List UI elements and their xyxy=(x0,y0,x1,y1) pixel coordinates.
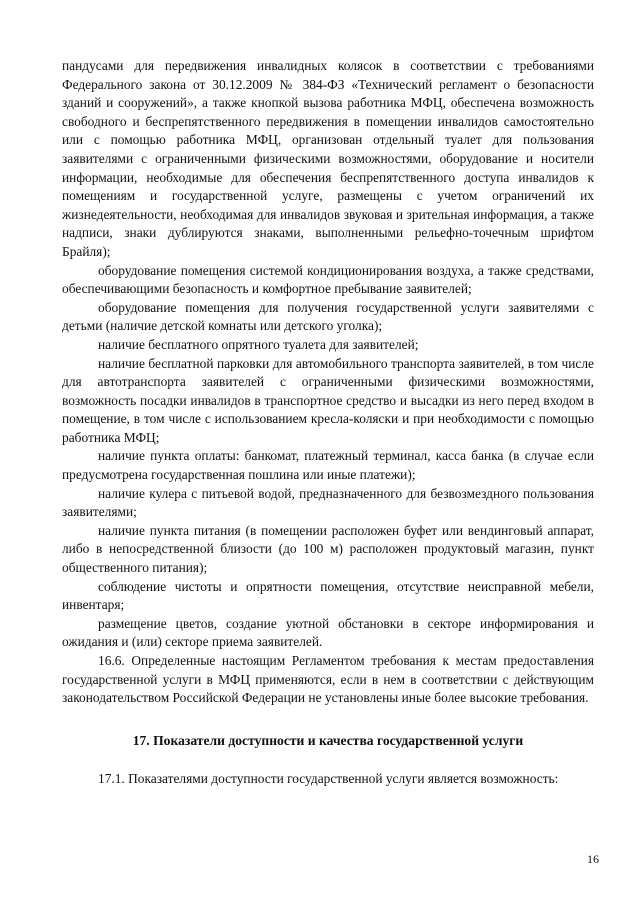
paragraph: наличие бесплатной парковки для автомобильного транспорта заявителей, в том числе для автотранспорта заявителей с ограниченными физическими возможностями, возможность посадки инвалидов в транспортное средство и высадки из него перед входом в помещение, в том числе с использованием кресла-коляски и при необходимости с помощью работника МФЦ; xyxy=(62,355,594,445)
section-heading: 17. Показатели доступности и качества государственной услуги xyxy=(132,732,524,748)
page-number: 16 xyxy=(587,852,599,866)
paragraph: соблюдение чистоты и опрятности помещения, отсутствие неисправной мебели, инвентаря; xyxy=(62,578,594,613)
paragraph: оборудование помещения для получения государственной услуги заявителями с детьми (наличие детской комнаты или детского уголка); xyxy=(62,299,594,334)
paragraphs-before-heading xyxy=(62,57,594,708)
paragraph: 16.6. Определенные настоящим Регламентом требования к местам предоставления государственной услуги в МФЦ применяются, если в нем в соответствии с действующим законодательством Российской Федерации не установлены иные более высокие требования. xyxy=(62,653,594,706)
paragraph: наличие кулера с питьевой водой, предназначенного для безвозмездного пользования заявителями; xyxy=(62,485,594,520)
paragraph: наличие бесплатного опрятного туалета для заявителей; xyxy=(98,336,419,352)
paragraph: оборудование помещения системой кондиционирования воздуха, а также средствами, обеспечивающими безопасность и комфортное пребывание заявителей; xyxy=(62,262,594,297)
paragraphs-after-heading xyxy=(62,770,594,789)
paragraph: наличие пункта питания (в помещении расположен буфет или вендинговый аппарат, либо в непосредственной близости (до 100 м) расположен продуктовый магазин, пункт общественного питания); xyxy=(62,522,594,576)
page-body xyxy=(62,57,594,789)
paragraph: 17.1. Показателями доступности государственной услуги является возможность: xyxy=(98,771,559,787)
paragraph: наличие пункта оплаты: банкомат, платежный терминал, касса банка (в случае если предусмотрена государственная пошлина или иные платежи); xyxy=(62,448,594,483)
paragraph: пандусами для передвижения инвалидных колясок в соответствии с требованиями Федерального закона от 30.12.2009 № 384-ФЗ «Технический регламент о безопасности зданий и сооружений», а также кнопкой вызова работника МФЦ, обеспечена возможность свободного и беспрепятственного передвижения в помещении инвалидов самостоятельно или с помощью работника МФЦ, организован отдельный туалет для пользования заявителями с ограниченными физическими возможностями, оборудование и носители информации, необходимые для обеспечения беспрепятственного доступа инвалидов к помещениям и государственной услуге, размещены с учетом ограничений их жизнедеятельности, необходимая для инвалидов звуковая и зрительная информация, а также надписи, знаки дублируются знаками, выполненными рельефно-точечным шрифтом Брайля); xyxy=(62,58,594,259)
paragraph: размещение цветов, создание уютной обстановки в секторе информирования и ожидания и (или) секторе приема заявителей. xyxy=(62,615,594,650)
